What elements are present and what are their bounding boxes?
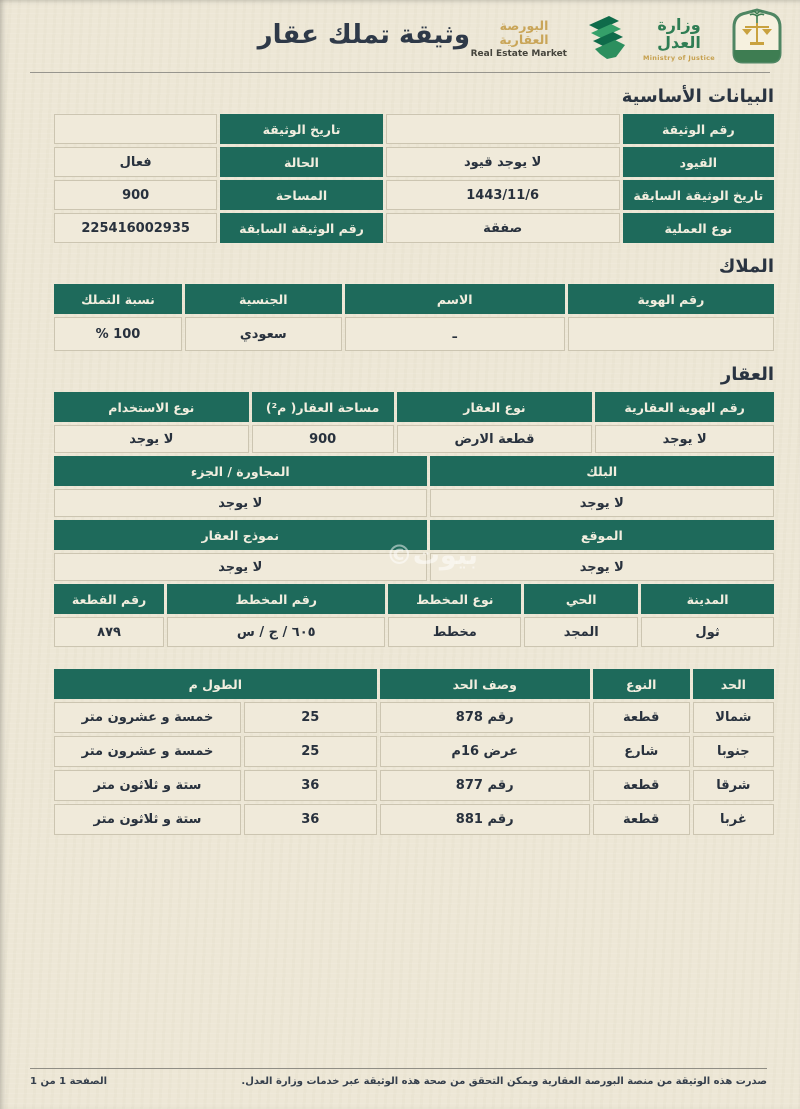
property-header-city: المدينة [641,584,774,614]
page-title: وثيقة تملك عقار [257,20,470,50]
section-title-owners: الملاك [718,256,774,277]
property-row-plan [54,584,774,647]
basic-value-operation-type: صفقة [386,213,620,243]
property-header-area: مساحة العقار( م²) [252,392,394,422]
border-row-east-length-text: ستة و ثلاثون متر [54,770,241,801]
border-row-north-length: 25 [244,702,377,733]
property-header-location: الموقع [430,520,774,550]
owners-value-nationality: سعودي [185,317,342,351]
property-header-model: نموذج العقار [54,520,427,550]
property-value-block: لا يوجد [430,489,774,517]
property-header-type: نوع العقار [397,392,593,422]
footer-page-number: الصفحة 1 من 1 [30,1076,108,1087]
property-row-location [54,520,774,581]
bayut-watermark: بيوت© [385,540,478,571]
document-body [54,86,774,835]
basic-label-area: المساحة [220,180,382,210]
basic-label-operation-type: نوع العملية [623,213,774,243]
borders-header-type: النوع [593,669,690,699]
basic-value-prev-doc-number: 225416002935 [54,213,217,243]
header-divider [30,72,770,73]
rem-english-name: Real Estate Market [470,48,567,59]
owners-header-share: نسبة التملك [54,284,182,314]
owners-table [54,284,774,351]
property-value-plan-type: مخطط [388,617,521,647]
border-row-south-side: جنوبا [693,736,774,767]
property-row-main [54,392,774,453]
document-header [0,0,800,72]
owners-value-share: 100 % [54,317,182,351]
property-header-block: البلك [430,456,774,486]
logos-group [470,7,788,71]
owners-header-name: الاسم [345,284,565,314]
borders-table [54,669,774,835]
property-value-model: لا يوجد [54,553,427,581]
border-row-east-side: شرقا [693,770,774,801]
border-row-south-length: 25 [244,736,377,767]
basic-label-prev-doc-number: رقم الوثيقة السابقة [220,213,382,243]
border-row-south-type: شارع [593,736,690,767]
border-row-south-desc: عرض 16م [380,736,590,767]
basic-value-status: فعال [54,147,217,177]
real-estate-market-map-icon [576,12,632,66]
owners-header-id: رقم الهوية [568,284,774,314]
rem-arabic-name: البورصة العقارية [499,18,549,47]
ministry-of-justice-emblem-icon [726,7,788,71]
basic-label-status: الحالة [220,147,382,177]
owners-value-name: ـ [345,317,565,351]
property-row-block [54,456,774,517]
property-header-usage: نوع الاستخدام [54,392,249,422]
footer-note: صدرت هذه الوثيقة من منصة البورصة العقارية ويمكن التحقق من صحة هذه الوثيقة عبر خدمات وزارة العدل. [241,1076,767,1087]
basic-label-doc-date: تاريخ الوثيقة [220,114,382,144]
property-value-realestate-id: لا يوجد [595,425,774,453]
property-value-city: ثول [641,617,774,647]
border-row-north-length-text: خمسة و عشرون متر [54,702,241,733]
basic-value-doc-date [54,114,217,144]
border-row-west-desc: رقم 881 [380,804,590,835]
border-row-west-length-text: ستة و ثلاثون متر [54,804,241,835]
section-title-basic-data: البيانات الأساسية [621,86,774,107]
border-row-north-type: قطعة [593,702,690,733]
border-row-east-length: 36 [244,770,377,801]
basic-label-doc-number: رقم الوثيقة [623,114,774,144]
basic-value-doc-number [386,114,620,144]
basic-value-area: 900 [54,180,217,210]
owners-value-id [568,317,774,351]
moj-english-name: Ministry of Justice [642,53,715,62]
document-footer [30,1068,767,1087]
property-value-plan-number: ٦٠٥ / ج / س [167,617,385,647]
borders-header-length: الطول م [54,669,377,699]
borders-header-description: وصف الحد [380,669,590,699]
border-row-west-side: غربا [693,804,774,835]
property-value-type: قطعة الارض [397,425,593,453]
basic-value-restrictions: لا يوجد قيود [386,147,620,177]
basic-label-prev-doc-date: تاريخ الوثيقة السابقة [623,180,774,210]
property-header-plan-type: نوع المخطط [388,584,521,614]
ministry-of-justice-wordmark [641,16,717,61]
property-value-plot-number: ٨٧٩ [54,617,164,647]
property-value-location: لا يوجد [430,553,774,581]
property-header-district: الحي [524,584,638,614]
property-value-adjacent: لا يوجد [54,489,427,517]
border-row-east-desc: رقم 877 [380,770,590,801]
property-header-realestate-id: رقم الهوية العقارية [595,392,774,422]
property-header-plot-number: رقم القطعة [54,584,164,614]
moj-arabic-name: وزارة العدل [657,15,701,52]
border-row-north-side: شمالا [693,702,774,733]
section-title-property: العقار [720,364,774,385]
border-row-west-type: قطعة [593,804,690,835]
basic-label-restrictions: القيود [623,147,774,177]
owners-header-nationality: الجنسية [185,284,342,314]
property-value-area: 900 [252,425,394,453]
border-row-east-type: قطعة [593,770,690,801]
property-value-usage: لا يوجد [54,425,249,453]
border-row-west-length: 36 [244,804,377,835]
footer-divider [30,1068,767,1069]
property-table [54,392,774,647]
borders-header-side: الحد [693,669,774,699]
basic-value-prev-doc-date: 1443/11/6 [386,180,620,210]
property-value-district: المجد [524,617,638,647]
property-header-adjacent: المجاورة / الجزء [54,456,427,486]
border-row-south-length-text: خمسة و عشرون متر [54,736,241,767]
basic-data-table [54,114,774,243]
border-row-north-desc: رقم 878 [380,702,590,733]
property-header-plan-number: رقم المخطط [167,584,385,614]
real-estate-market-wordmark [470,18,567,59]
